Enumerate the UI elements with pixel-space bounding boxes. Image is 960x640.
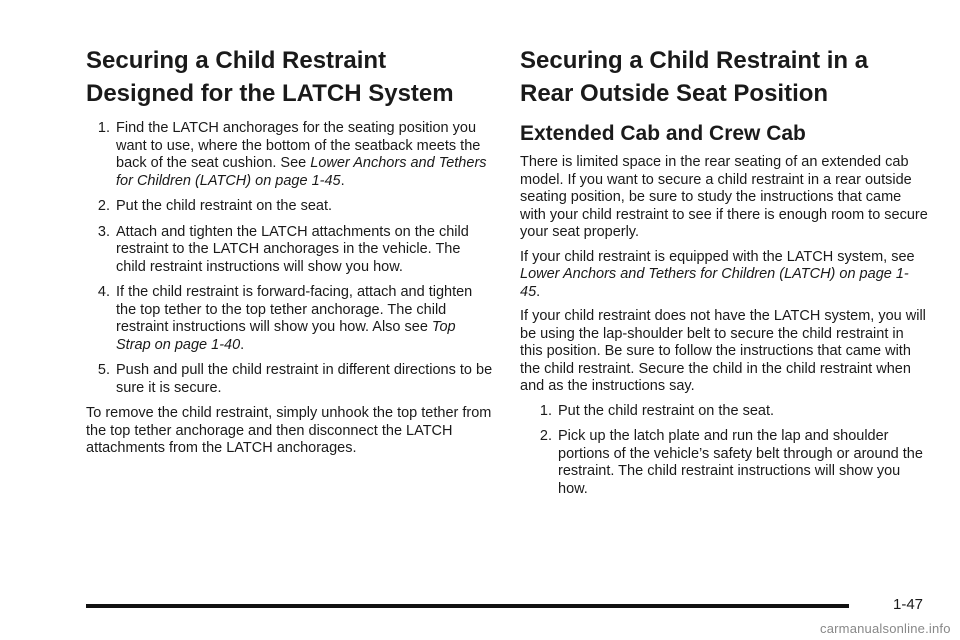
limited-space-paragraph: There is limited space in the rear seating of an extended cab model. If you want to secure a child restraint in a rear outside seating position, be sure to study the instructions that came with your child restraint to see if there is enough room to secure your seat properly. (520, 154, 928, 240)
left-column (86, 44, 494, 465)
step-text: Put the child restraint on the seat. (558, 402, 775, 419)
list-item (86, 198, 494, 216)
list-item (528, 403, 928, 421)
footer-rule (86, 604, 849, 608)
page-reference: Top Strap on page 1-40 (116, 319, 456, 353)
list-item: 4. If the child restraint is forward-facing, attach and tighten the top tether to the top tether anchorage. The child restraint instructions will show you how. Also see Top Strap on page 1-40. (86, 284, 494, 354)
watermark: carmanualsonline.info (820, 621, 951, 636)
step-number: 3. (97, 223, 110, 240)
latch-steps-list (86, 120, 494, 397)
step-text: Put the child restraint on the seat. (116, 198, 333, 214)
list-item (528, 428, 928, 498)
section-heading-latch: Securing a Child Restraint Designed for the LATCH System (86, 47, 454, 107)
list-item (86, 224, 494, 277)
page-reference: Lower Anchors and Tethers for Children (LATCH) on page 1-45 (520, 266, 909, 300)
right-column (520, 44, 928, 506)
section-heading-rear-outside: Securing a Child Restraint in a Rear Outside Seat Position (520, 47, 869, 107)
step-number: 2. (539, 428, 552, 444)
step-number: 4. (97, 284, 110, 300)
step-text: Find the LATCH anchorages for the seating position you want to use, where the bottom of the seatback meets the back of the seat cushion. See (116, 120, 481, 171)
no-latch-paragraph: If your child restraint does not have the LATCH system, you will be using the lap-shoulder belt to secure the child restraint in this position. Be sure to follow the instructions that came with the child restraint. Secure the child in the child restraint when and as the instructions say. (520, 308, 926, 394)
step-text: If the child restraint is forward-facing, attach and tighten the top tether to the top tether anchorage. The child restraint instructions will show you how. Also see (116, 284, 473, 335)
page-number: 1-47 (893, 596, 924, 613)
rear-seat-steps-list (528, 403, 928, 499)
step-number: 2. (97, 198, 110, 214)
list-item: 1. Find the LATCH anchorages for the seating position you want to use, where the bottom of the seatback meets the back of the seat cushion. See Lower Anchors and Tethers for Children (LATCH) on page 1-45. (86, 120, 494, 190)
step-text: Attach and tighten the LATCH attachments on the child restraint to the LATCH anchorages in the vehicle. The child restraint instructions will show you how. (116, 223, 469, 275)
step-text: Push and pull the child restraint in different directions to be sure it is secure. (116, 362, 493, 396)
step-text: Pick up the latch plate and run the lap and shoulder portions of the vehicle’s safety belt through or around the restraint. The child restraint instructions will show you how. (558, 428, 923, 497)
step-number: 1. (539, 402, 552, 419)
list-item (86, 362, 494, 397)
step-number: 5. (97, 362, 110, 378)
subheading-extended-cab: Extended Cab and Crew Cab (520, 122, 806, 145)
removal-paragraph: To remove the child restraint, simply unhook the top tether from the top tether anchorage and then disconnect the LATCH attachments from the LATCH anchorages. (86, 405, 492, 456)
page-reference: Lower Anchors and Tethers for Children (LATCH) on page 1-45 (116, 155, 487, 189)
step-number: 1. (97, 120, 110, 136)
latch-equipped-paragraph: If your child restraint is equipped with the LATCH system, see Lower Anchors and Tethers for Children (LATCH) on page 1-45. (520, 248, 915, 300)
